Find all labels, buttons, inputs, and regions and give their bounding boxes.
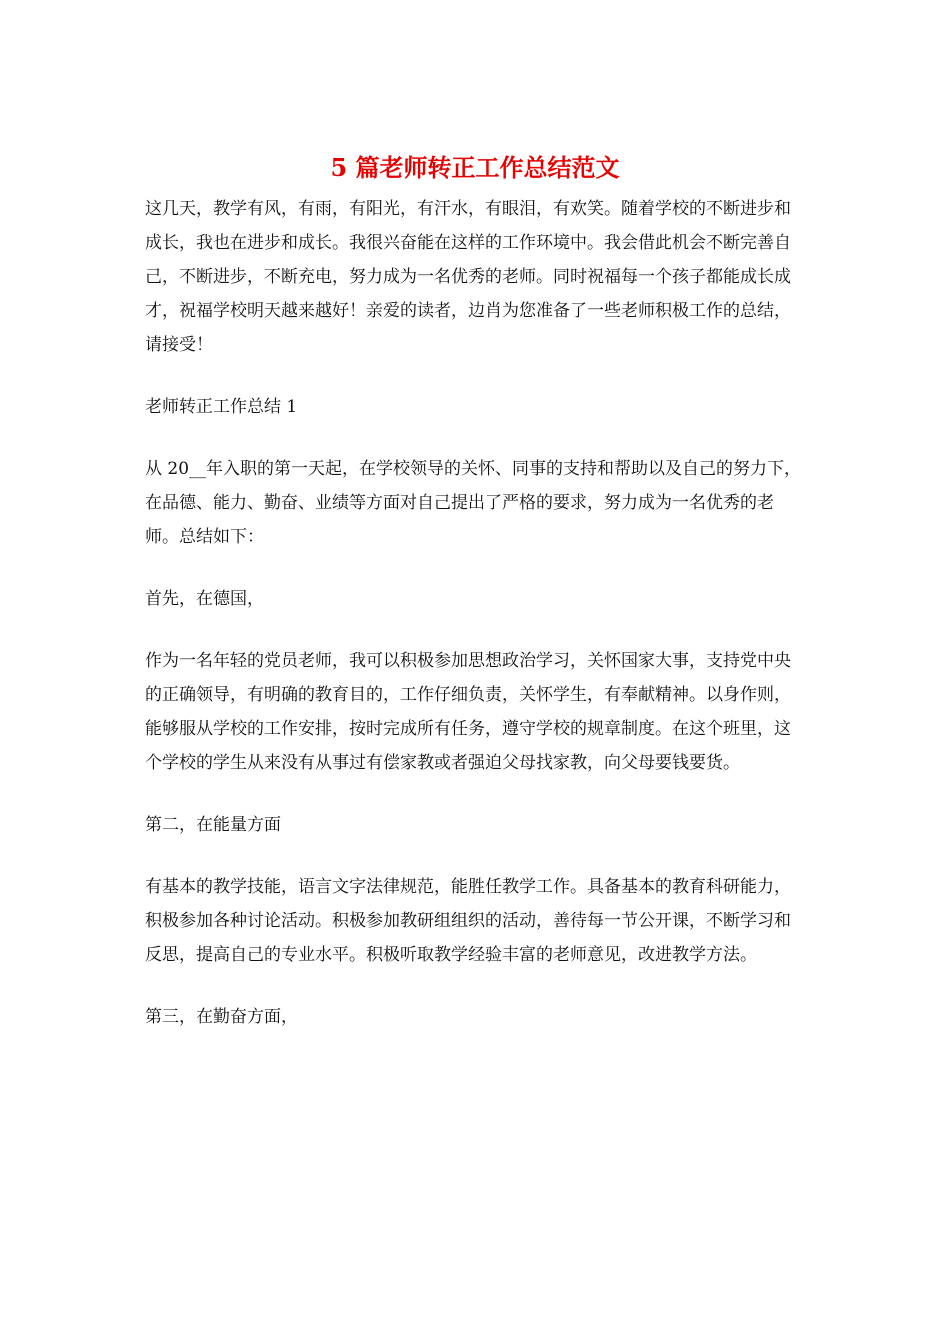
body-paragraph: 有基本的教学技能，语言文字法律规范，能胜任教学工作。具备基本的教育科研能力，积极参加各种讨论活动。积极参加教研组组织的活动，善待每一节公开课，不断学习和反思，提高自己的专业水平。积极听取教学经验丰富的老师意见，改进教学方法。 (145, 877, 791, 965)
section-heading-first: 首先，在德国， (145, 589, 264, 609)
intro-paragraph: 这几天，教学有风，有雨，有阳光，有汗水，有眼泪，有欢笑。随着学校的不断进步和成长，我也在进步和成长。我很兴奋能在这样的工作环境中。我会借此机会不断完善自己，不断进步，不断充电，努力成为一名优秀的老师。同时祝福每一个孩子都能成长成才，祝福学校明天越来越好！亲爱的读者，边肖为您准备了一些老师积极工作的总结，请接受！ (145, 199, 791, 355)
body-paragraph: 从 20__年入职的第一天起，在学校领导的关怀、同事的支持和帮助以及自己的努力下，在品德、能力、勤奋、业绩等方面对自己提出了严格的要求，努力成为一名优秀的老师。总结如下： (145, 459, 802, 547)
document-body (145, 192, 805, 1062)
document-title: 5 篇老师转正工作总结范文 (330, 153, 620, 182)
body-paragraph: 作为一名年轻的党员老师，我可以积极参加思想政治学习，关怀国家大事，支持党中央的正确领导，有明确的教育目的，工作仔细负责，关怀学生，有奉献精神。以身作则，能够服从学校的工作安排，按时完成所有任务，遵守学校的规章制度。在这个班里，这个学校的学生从来没有从事过有偿家教或者强迫父母找家教，向父母要钱要货。 (145, 651, 791, 773)
section-heading-summary-1: 老师转正工作总结 1 (145, 397, 298, 417)
section-heading-second: 第二，在能量方面 (145, 815, 281, 835)
section-heading-third: 第三，在勤奋方面， (145, 1007, 298, 1027)
